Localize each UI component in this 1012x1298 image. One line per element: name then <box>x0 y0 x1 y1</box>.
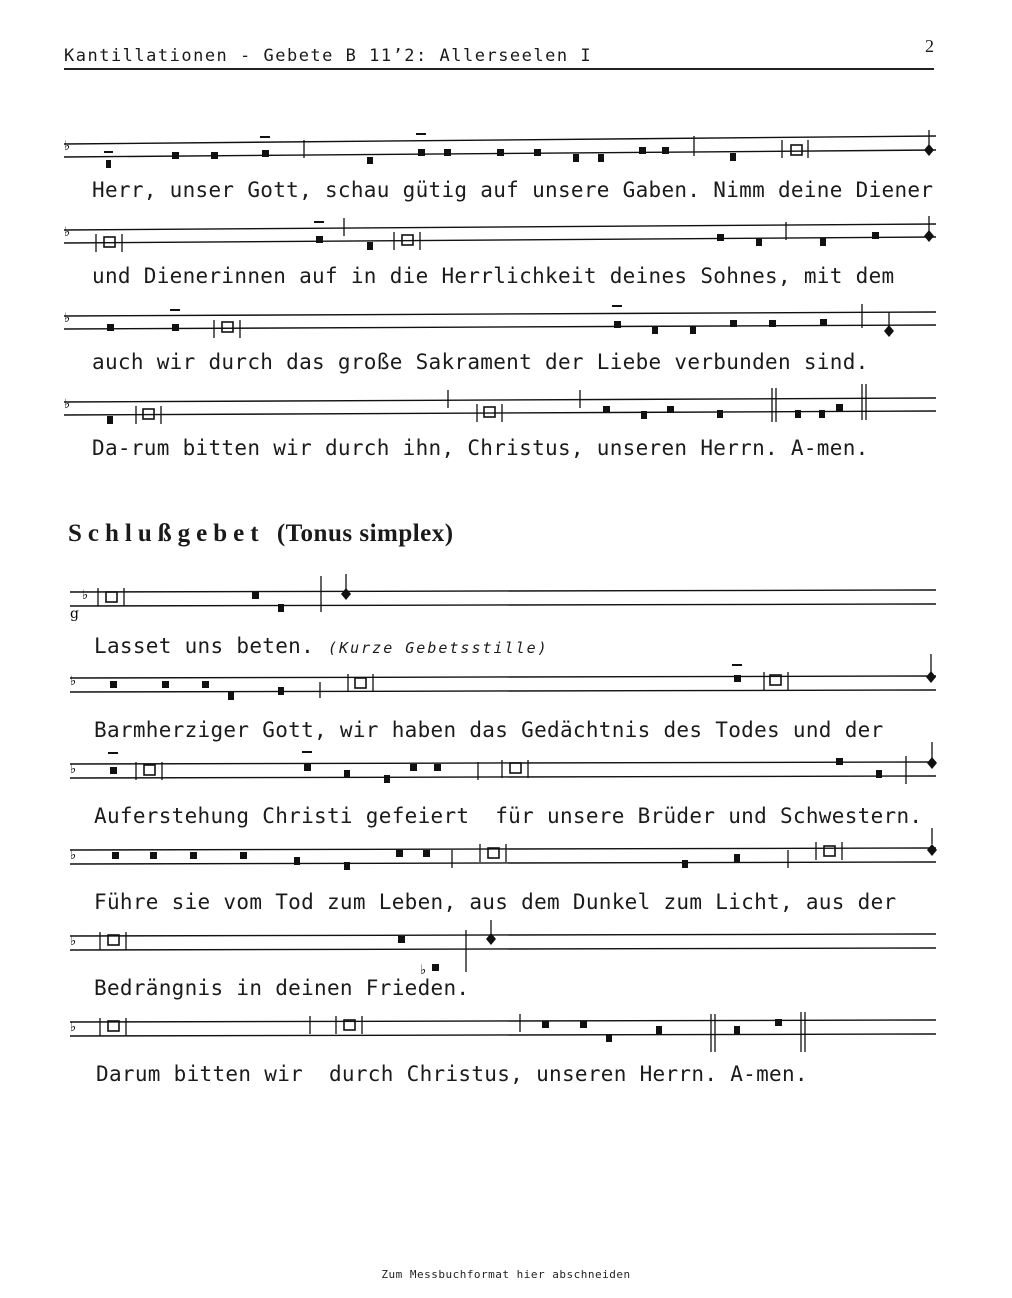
flat-sign: ♭ <box>420 963 427 978</box>
staff-line <box>70 1012 938 1042</box>
flat-sign: ♭ <box>82 588 89 603</box>
page-header <box>64 38 934 70</box>
flat-sign: ♭ <box>64 225 71 240</box>
staff-line <box>64 394 938 424</box>
lyric-line: Barmherziger Gott, wir haben das Gedächtnis des Todes und der <box>94 718 884 742</box>
lyric-line: auch wir durch das große Sakrament der Liebe verbunden sind. <box>92 350 869 374</box>
staff-notation <box>64 136 938 166</box>
staff-line <box>70 840 938 870</box>
flat-sign: ♭ <box>70 848 77 863</box>
lyric-line <box>94 634 549 658</box>
page-number: 2 <box>925 36 934 56</box>
flat-sign: ♭ <box>70 1020 77 1035</box>
cut-line-note: Zum Messbuchformat hier abschneiden <box>381 1268 631 1281</box>
staff-notation <box>70 840 938 872</box>
flat-sign: ♭ <box>64 311 71 326</box>
rubric-note: (Kurze Gebetsstille) <box>328 639 549 657</box>
clef-letter: g <box>70 606 79 622</box>
lyric-line: Da-rum bitten wir durch ihn, Christus, unseren Herrn. A-men. <box>92 436 869 460</box>
staff-notation <box>70 754 938 786</box>
flat-sign: ♭ <box>64 397 71 412</box>
staff-line <box>64 136 938 166</box>
lyric-line: und Dienerinnen auf in die Herrlichkeit deines Sohnes, mit dem <box>92 264 895 288</box>
section-heading <box>68 520 454 548</box>
flat-sign: ♭ <box>64 139 71 154</box>
staff-notation <box>70 926 938 976</box>
lyric-text: Lasset uns beten. <box>94 634 315 658</box>
staff-notation <box>64 308 938 338</box>
flat-sign: ♭ <box>70 762 77 777</box>
staff-notation <box>64 222 938 252</box>
lyric-line: Darum bitten wir durch Christus, unseren Herrn. A-men. <box>96 1062 808 1086</box>
section-subtitle: (Tonus simplex) <box>276 520 454 547</box>
staff-line <box>70 582 938 622</box>
staff-notation <box>64 394 938 424</box>
staff-line <box>70 754 938 784</box>
section-title: Schlußgebet <box>68 520 265 547</box>
staff-notation <box>70 582 938 622</box>
staff-line <box>64 222 938 252</box>
staff-notation <box>70 1012 938 1054</box>
lyric-line: Führe sie vom Tod zum Leben, aus dem Dunkel zum Licht, aus der <box>94 890 897 914</box>
staff-line <box>64 308 938 338</box>
staff-line <box>70 668 938 698</box>
lyric-line: Bedrängnis in deinen Frieden. <box>94 976 470 1000</box>
lyric-line: Auferstehung Christi gefeiert für unsere Brüder und Schwestern. <box>94 804 923 828</box>
staff-line <box>70 926 938 978</box>
flat-sign: ♭ <box>70 674 77 689</box>
page-title: Kantillationen - Gebete B 11’2: Allerseelen I <box>64 46 593 66</box>
staff-notation <box>70 668 938 700</box>
flat-sign: ♭ <box>70 934 77 949</box>
lyric-line: Herr, unser Gott, schau gütig auf unsere Gaben. Nimm deine Diener <box>92 178 934 202</box>
